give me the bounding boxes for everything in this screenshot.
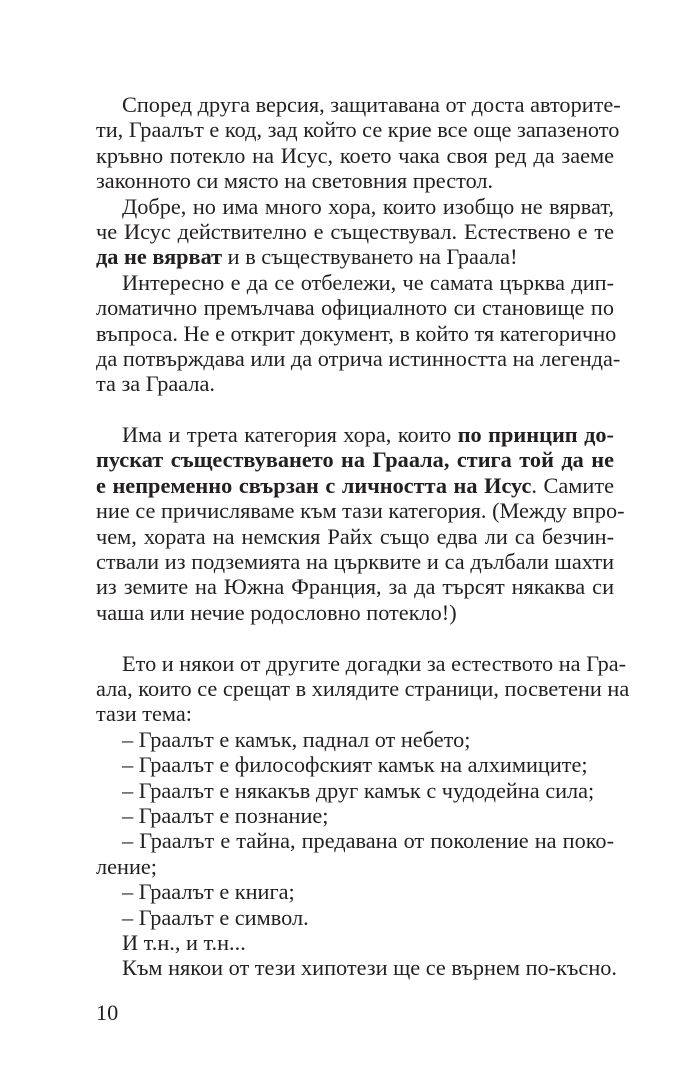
text-fragment: и в съществуването на Граала! xyxy=(222,244,518,270)
paragraph xyxy=(96,194,614,270)
text-line: из земите на Южна Франция, за да търсят някаква си xyxy=(96,574,614,600)
text-line: ломатично премълчава официалното си становище по xyxy=(96,295,614,321)
text-line: Добре, но има много хора, които изобщо не вярват, xyxy=(122,193,614,219)
text-line: чем, хората на немския Райх също едва ли са безчин- xyxy=(96,523,614,549)
list-item: ление; xyxy=(96,853,157,879)
text-line: ние се причисляваме към тази категория. (Между впро- xyxy=(96,498,625,524)
text-line: ствали из подземията на църквите и са дълбали шахти xyxy=(96,549,614,575)
bold-text: пускат съществуването на Граала, стига той да не xyxy=(96,447,614,473)
bold-text: да не вярват xyxy=(96,244,223,270)
text-line: Ето и някои от другите догадки за естеството на Гра- xyxy=(122,650,627,676)
text-line: да потвърждава или да отрича истинността на легенда- xyxy=(96,345,621,371)
paragraph-gap xyxy=(96,397,614,422)
text-line xyxy=(96,244,614,269)
list-item: – Граалът е познание; xyxy=(122,802,329,828)
paragraph xyxy=(96,422,625,625)
text-line xyxy=(96,422,614,447)
text-line: Към някои от тези хипотези ще се върнем по-късно. xyxy=(122,955,617,981)
text-line: та за Граала. xyxy=(96,371,215,397)
closing xyxy=(96,929,617,981)
text-line: въпроса. Не е открит документ, в който тя категорично xyxy=(96,320,617,346)
text-line: Според друга версия, защитавана от доста авторите- xyxy=(122,92,621,117)
text-line: И т.н., и т.н... xyxy=(122,929,246,955)
hypotheses-list xyxy=(96,727,614,930)
paragraph xyxy=(96,650,630,727)
paragraph xyxy=(96,269,621,397)
text-line: Интересно е да се отбележи, че самата църква дип- xyxy=(122,269,614,295)
text-line: тази тема: xyxy=(96,701,192,727)
book-page xyxy=(96,92,630,981)
text-line: ти, Граалът е код, зад който се крие все още запазеното xyxy=(96,117,620,143)
list-item: – Граалът е философският камък на алхимиците; xyxy=(122,752,588,778)
list-item: – Граалът е тайна, предавана от поколение на поко- xyxy=(122,828,614,854)
bold-text: е непременно свързан с личността на Исус xyxy=(96,472,532,498)
text-line: законното си място на световния престол. xyxy=(96,168,494,194)
paragraph xyxy=(96,92,621,194)
bold-text: по принцип до- xyxy=(457,422,614,448)
list-item: – Граалът е някакъв друг камък с чудодейна сила; xyxy=(122,777,595,803)
text-line xyxy=(96,447,614,472)
text-fragment: . Самите xyxy=(531,472,614,498)
text-line: ала, които се срещат в хилядите страници, посветени на xyxy=(96,675,630,701)
text-line: кръвно потекло на Исус, което чака своя ред да заеме xyxy=(96,142,614,168)
list-item: – Граалът е камък, паднал от небето; xyxy=(122,726,471,752)
paragraph-gap xyxy=(96,625,614,650)
text-line: че Исус действително е съществувал. Естествено е те xyxy=(96,218,614,244)
page-number: 10 xyxy=(96,1000,119,1025)
text-line: чаша или нечие родословно потекло!) xyxy=(96,599,457,625)
list-item: – Граалът е книга; xyxy=(122,879,295,905)
list-item: – Граалът е символ. xyxy=(122,904,309,930)
text-line xyxy=(96,473,614,498)
text-fragment: Има и трета категория хора, които xyxy=(122,422,458,448)
